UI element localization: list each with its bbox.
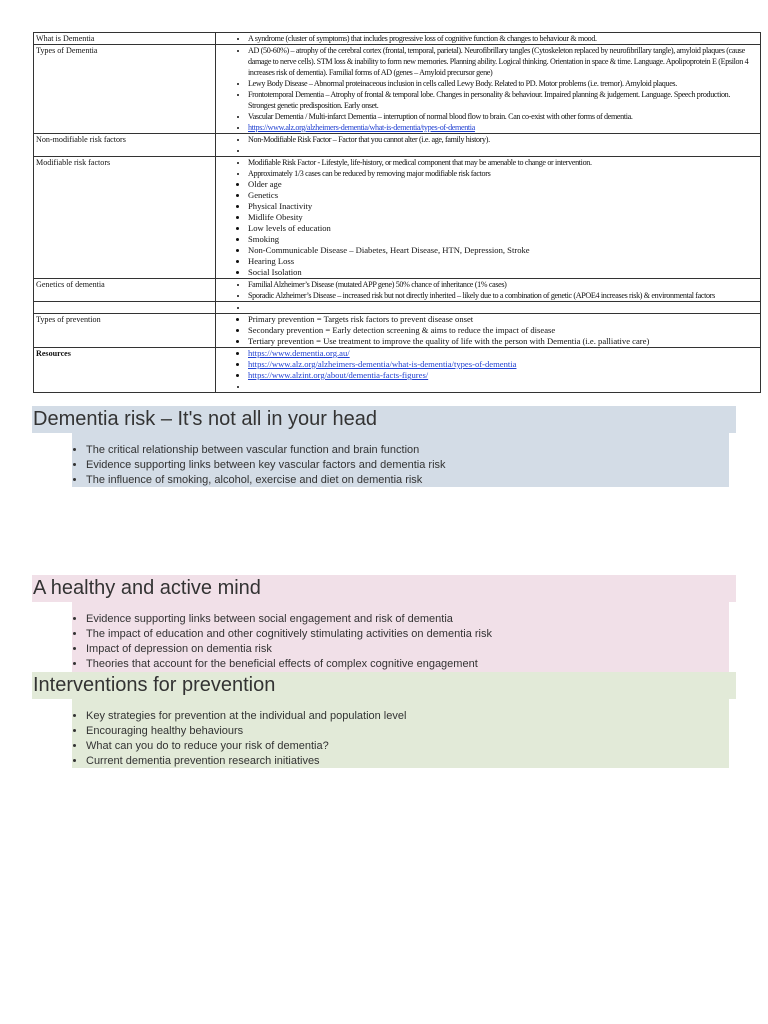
section-list-vascular [72,433,729,487]
notes-table [33,32,761,393]
list-item: • Familial Alzheimer’s Disease (mutated APP gene) 50% chance of inheritance (1% cases) [248,279,758,290]
section-heading-active-mind: A healthy and active mind [32,575,736,602]
list-item: • The impact of education and other cognitively stimulating activities on dementia risk [86,627,729,642]
row-content [216,348,761,393]
row-topic: Non-modifiable risk factors [34,134,216,157]
list-item: • Theories that account for the beneficial effects of complex cognitive engagement [86,657,729,672]
dementia-australia-link[interactable]: https://www.dementia.org.au/ [248,348,350,358]
list-item: • Tertiary prevention = Use treatment to improve the quality of life with the person with Dementia (i.e. palliative care) [248,336,758,347]
list-item: • Social Isolation [248,267,758,278]
list-item: • Smoking [248,234,758,245]
list-item: • AD (50-60%) – atrophy of the cerebral cortex (frontal, temporal, parietal). Neurofibrillary tangles (Cytoskeleton replaced by neurofibrillary tangle), amyloid plaques (cause damage to nerve cells). STM loss & inability to form new memories. Planning ability. Logical thinking. Orientation in space & time. Language. Apolipoprotein E (Epsilon 4 increases risk of dementia). Familial forms of AD (genes – Amyloid precursor gene) [248,45,758,78]
list-item: • Non-Modifiable Risk Factor – Factor that you cannot alter (i.e. age, family history). [248,134,758,145]
row-content [216,134,761,157]
list-item [248,348,758,359]
list-item: • Frontotemporal Dementia – Atrophy of frontal & temporal lobe. Changes in personality & behaviour. Impaired planning & judgement. Language. Speech production. Strongest genetic predisposition. Early onset. [248,89,758,111]
row-topic: Resources [34,348,216,393]
list-item: • The critical relationship between vascular function and brain function [86,443,729,458]
list-item: • Vascular Dementia / Multi-infarct Dementia – interruption of normal blood flow to brain. Can co-exist with other forms of dementia. [248,111,758,122]
list-item: • Evidence supporting links between social engagement and risk of dementia [86,612,729,627]
list-item: • Low levels of education [248,223,758,234]
table-row [34,348,761,393]
table-row [34,314,761,348]
list-item: • Modifiable Risk Factor - Lifestyle, life-history, or medical component that may be amenable to change or intervention. [248,157,758,168]
section-heading-interventions: Interventions for prevention [32,672,736,699]
table-row [34,302,761,314]
list-item: • Encouraging healthy behaviours [86,724,729,739]
types-of-dementia-link[interactable]: https://www.alz.org/alzheimers-dementia/what-is-dementia/types-of-dementia [248,123,475,132]
list-item: • Non-Communicable Disease – Diabetes, Heart Disease, HTN, Depression, Stroke [248,245,758,256]
section-list-interventions [72,699,729,768]
alz-org-link[interactable]: https://www.alz.org/alzheimers-dementia/what-is-dementia/types-of-dementia [248,359,517,369]
row-content [216,45,761,134]
list-item: • Key strategies for prevention at the individual and population level [86,709,729,724]
row-topic: Types of prevention [34,314,216,348]
list-item [248,370,758,381]
section-heading-vascular: Dementia risk – It's not all in your head [32,406,736,433]
row-topic: What is Dementia [34,33,216,45]
list-item: • Lewy Body Disease – Abnormal proteinaceous inclusion in cells called Lewy Body. Related to PD. Motor problems (i.e. tremor). Amyloid plaques. [248,78,758,89]
row-topic: Modifiable risk factors [34,157,216,279]
list-item: • Genetics [248,190,758,201]
list-item: • Primary prevention = Targets risk factors to prevent disease onset [248,314,758,325]
list-item [248,122,758,133]
row-topic: Types of Dementia [34,45,216,134]
list-item: • Midlife Obesity [248,212,758,223]
list-item: • Evidence supporting links between key vascular factors and dementia risk [86,458,729,473]
alzint-link[interactable]: https://www.alzint.org/about/dementia-facts-figures/ [248,370,429,380]
list-item: • Physical Inactivity [248,201,758,212]
table-row [34,134,761,157]
list-item: • A syndrome (cluster of symptoms) that includes progressive loss of cognitive function & changes to behaviour & mood. [248,33,758,44]
list-item: • Secondary prevention = Early detection screening & aims to reduce the impact of disease [248,325,758,336]
row-content [216,33,761,45]
list-item: • Sporadic Alzheimer’s Disease – increased risk but not directly inherited – likely due to a combination of genetic (APOE4 increases risk) & environmental factors [248,290,758,301]
row-topic [34,302,216,314]
list-item: • Impact of depression on dementia risk [86,642,729,657]
list-item: • What can you do to reduce your risk of dementia? [86,739,729,754]
row-content [216,279,761,302]
list-item: • Older age [248,179,758,190]
row-content [216,314,761,348]
row-topic: Genetics of dementia [34,279,216,302]
row-content [216,157,761,279]
empty-list-item [248,145,758,156]
list-item: • Current dementia prevention research initiatives [86,754,729,769]
list-item: • Hearing Loss [248,256,758,267]
table-row [34,45,761,134]
empty-list-item [248,302,758,313]
section-list-active-mind [72,602,729,672]
row-content [216,302,761,314]
list-item [248,359,758,370]
list-item: • The influence of smoking, alcohol, exercise and diet on dementia risk [86,473,729,488]
table-row [34,279,761,302]
list-item: • Approximately 1/3 cases can be reduced by removing major modifiable risk factors [248,168,758,179]
table-row [34,157,761,279]
table-row [34,33,761,45]
empty-list-item [248,381,758,392]
